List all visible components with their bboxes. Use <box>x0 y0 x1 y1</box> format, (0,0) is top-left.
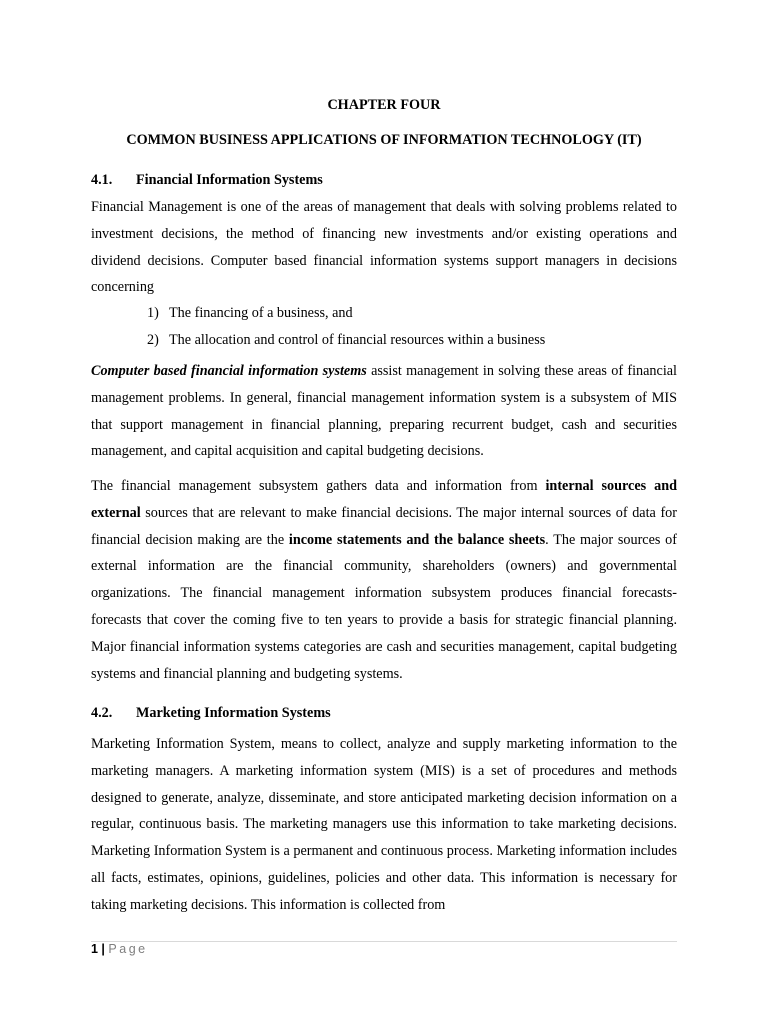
list-item-number: 1) <box>147 305 159 321</box>
paragraph-text: The financial management subsystem gathers data and information from <box>91 478 546 494</box>
section-number: 4.2. <box>91 705 113 721</box>
list-item <box>147 327 545 353</box>
list-item-text: The financing of a business, and <box>169 305 353 321</box>
bold-term: internal sources and external <box>91 478 677 521</box>
paragraph-marketing-is: Marketing Information System, means to collect, analyze and supply marketing information to the marketing managers. A marketing information system (MIS) is a set of procedures and methods designed to generate, analyze, disseminate, and store anticipated marketing decision information on a regular, continuous basis. The marketing managers use this information to take marketing decisions. Marketing Information System is a permanent and continuous process. Marketing information includes all facts, estimates, opinions, guidelines, policies and other data. This information is necessary for taking marketing decisions. This information is collected from <box>91 736 677 913</box>
section-heading-4-1 <box>91 172 323 189</box>
emphasis-term: Computer based financial information systems <box>91 363 367 379</box>
section-heading-4-2 <box>91 705 331 722</box>
page-footer <box>91 942 148 956</box>
list-item <box>147 300 353 326</box>
list-item-text: The allocation and control of financial resources within a business <box>169 332 546 348</box>
chapter-subtitle: COMMON BUSINESS APPLICATIONS OF INFORMATION TECHNOLOGY (IT) <box>126 132 642 148</box>
section-title: Financial Information Systems <box>136 172 323 188</box>
page-label: Page <box>108 942 148 956</box>
paragraph-computer-based-fis <box>91 358 677 465</box>
paragraph-text: . The major sources of external information are the financial community, shareholders (owners) and governmental organizations. The financial management information subsystem produces financial forecasts- forecasts that cover the coming five to ten years to provide a basis for strategic financial planning. Major financial information systems categories are cash and securities management, capital budgeting systems and financial planning and budgeting systems. <box>91 531 677 682</box>
section-title: Marketing Information Systems <box>136 705 331 721</box>
paragraph-text: assist management in solving these areas of financial management problems. In general, financial management information system is a subsystem of MIS that support management in financial planning, preparing recurrent budget, cash and securities management, and capital acquisition and capital budgeting decisions. <box>91 363 677 460</box>
bold-term: income statements and the balance sheets <box>288 531 546 548</box>
footer-separator: | <box>97 942 109 956</box>
paragraph-text: sources that are relevant to make financial decisions. The major internal sources of data for financial decision making are the <box>91 504 677 548</box>
page-number: 1 <box>91 942 98 956</box>
footer-divider <box>91 941 677 942</box>
paragraph-financial-subsystem <box>91 473 677 687</box>
paragraph-financial-management: Financial Management is one of the areas of management that deals with solving problems related to investment decisions, the method of financing new investments and/or existing operations and dividend decisions. Computer based financial information systems support managers in decisions concerning <box>91 199 677 296</box>
chapter-title: CHAPTER FOUR <box>327 97 441 113</box>
section-number: 4.1. <box>91 172 113 188</box>
list-item-number: 2) <box>147 332 159 348</box>
